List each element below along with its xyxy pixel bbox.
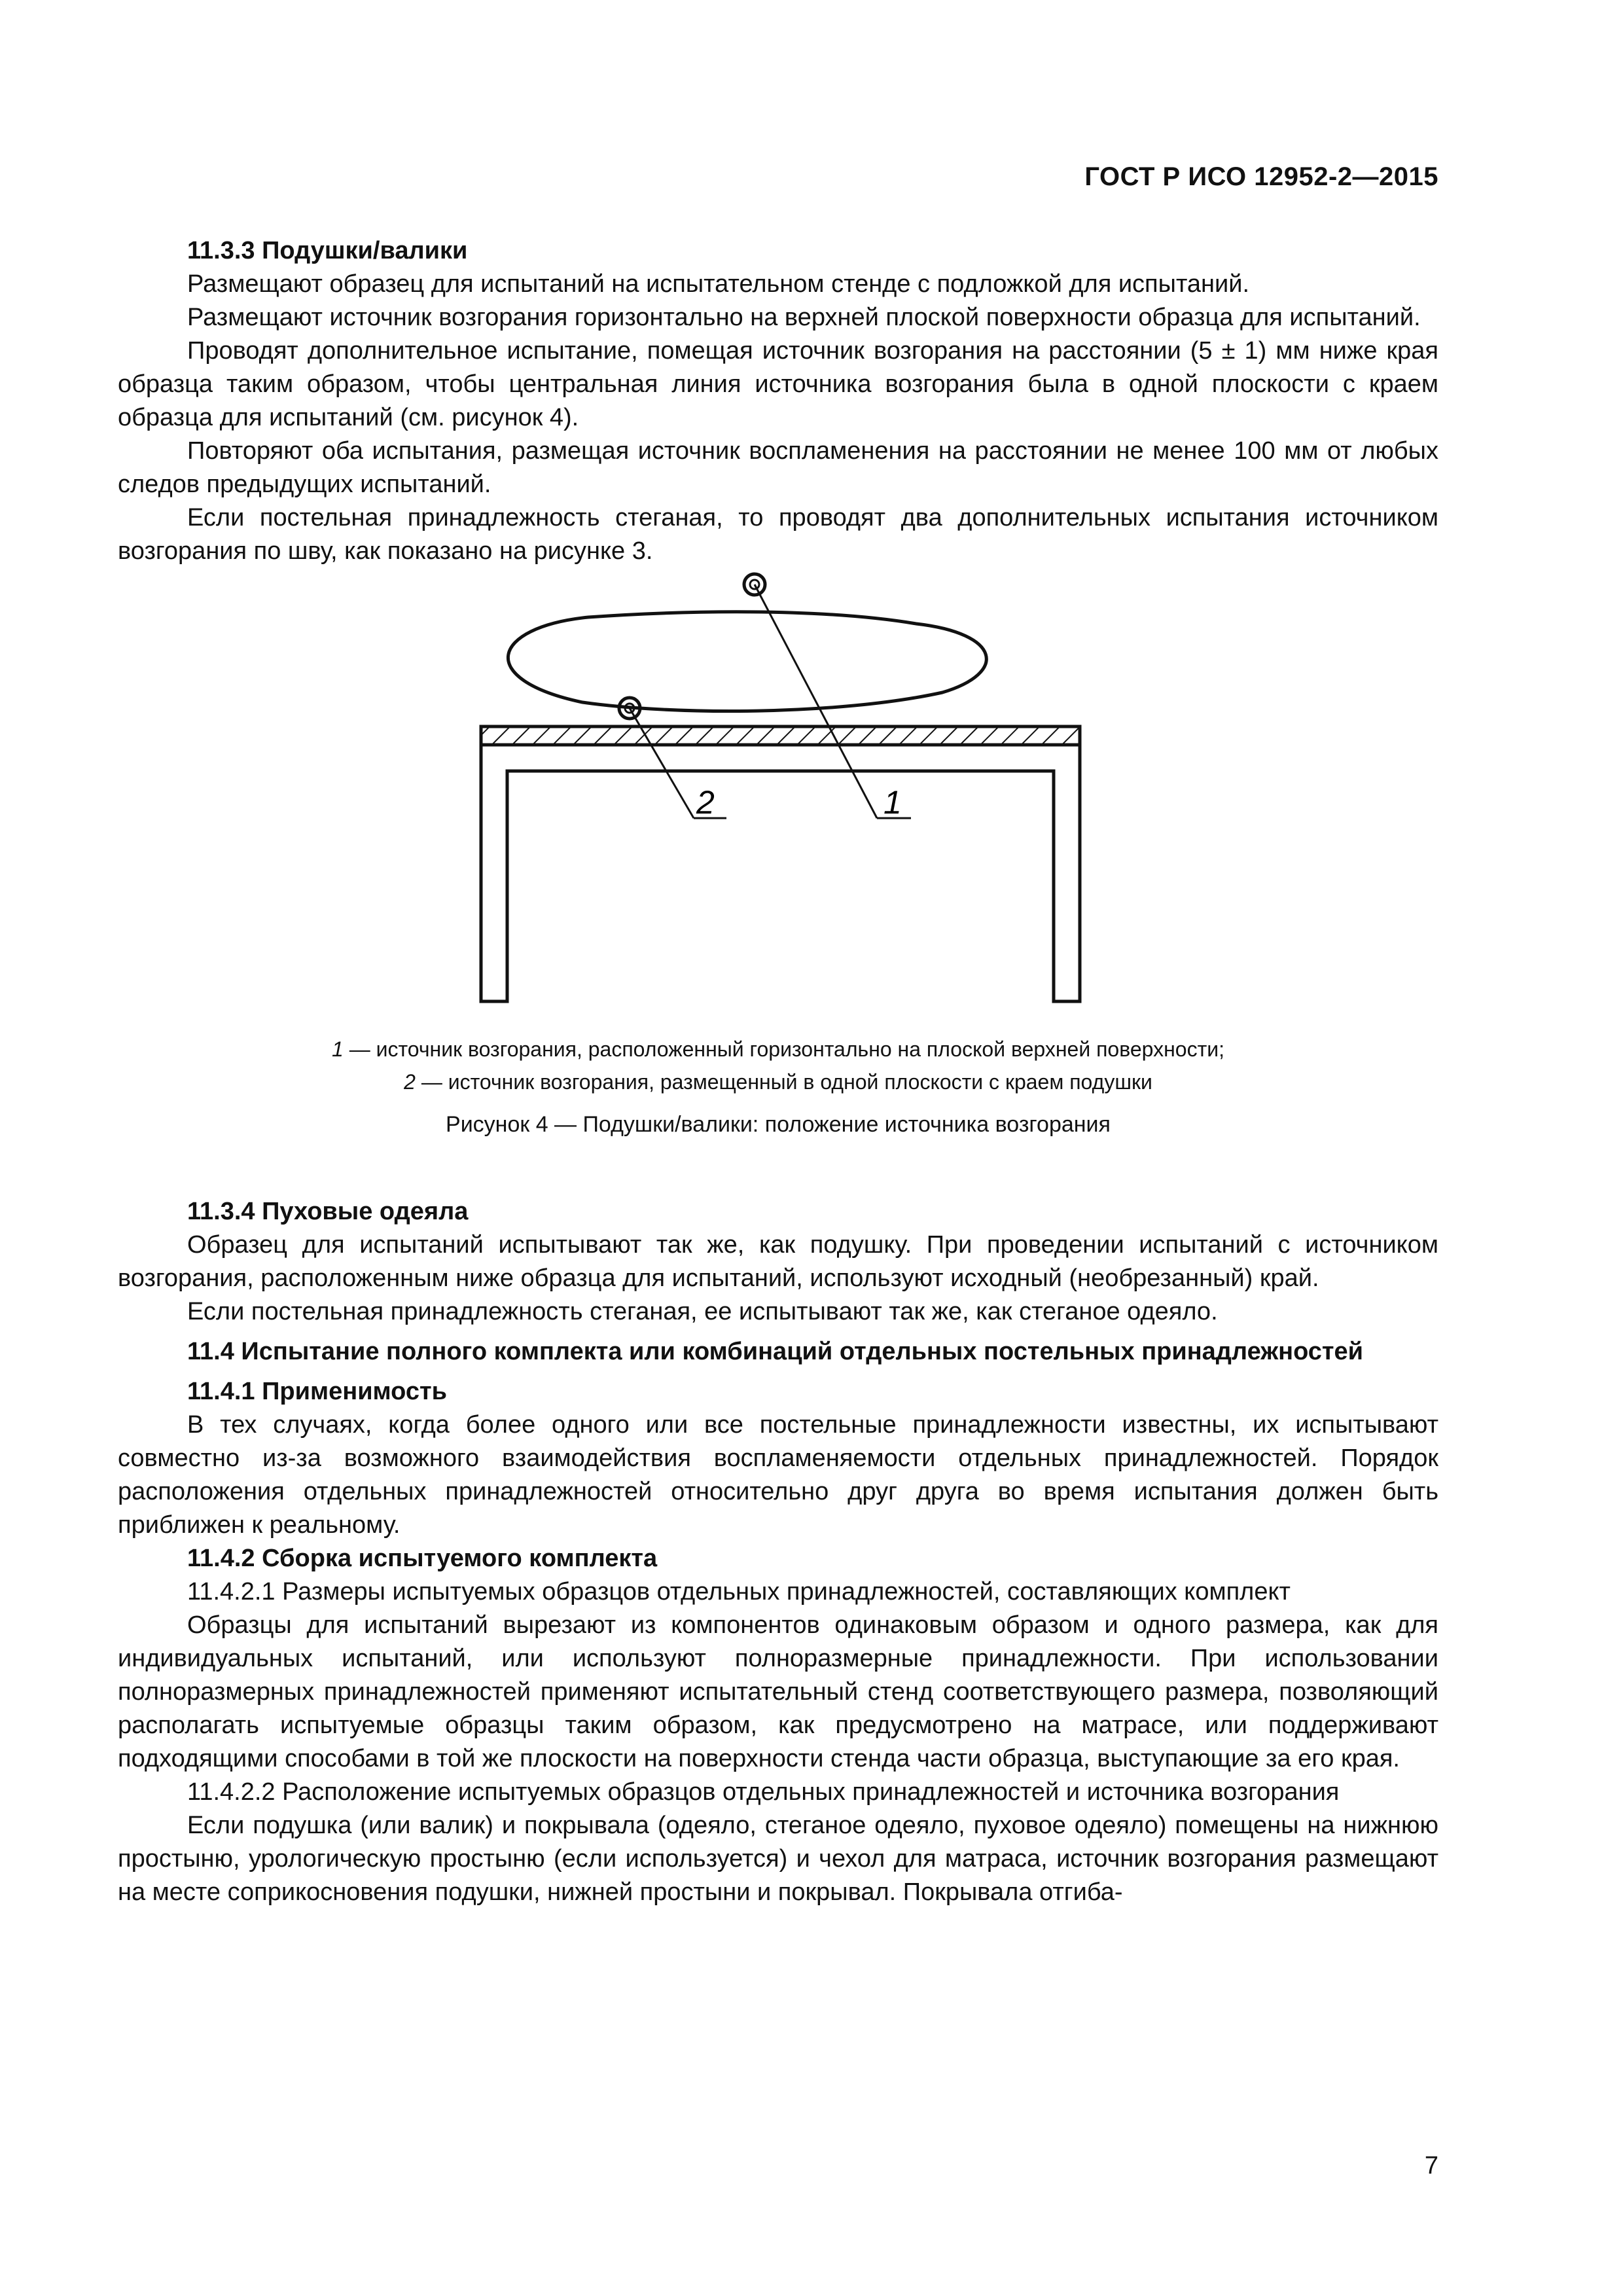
paragraph: Размещают образец для испытаний на испытательном стенде с подложкой для испытаний. [187,270,1250,298]
page-number: 7 [1424,2152,1438,2179]
section-11-4-2-heading: 11.4.2 Сборка испытуемого комплекта [187,1545,658,1572]
legend-item-2: 2 — источник возгорания, размещенный в одной плоскости с краем подушки [404,1070,1152,1094]
figure-legend [118,1033,1438,1098]
section-11-3-4-heading: 11.3.4 Пуховые одеяла [187,1198,469,1225]
paragraph: Если постельная принадлежность стеганая, ее испытывают так же, как стеганое одеяло. [187,1298,1218,1325]
paragraph: Если постельная принадлежность стеганая, то проводят два дополнительных испытания источником возгорания по шву, как показано на рисунке 3. [118,504,1438,565]
table-frame [481,745,1080,1001]
figure-caption: Рисунок 4 — Подушки/валики: положение источника возгорания [446,1112,1111,1137]
leader-line-1 [755,584,877,818]
paragraph: 11.4.2.1 Размеры испытуемых образцов отдельных принадлежностей, составляющих комплект [187,1578,1291,1605]
callout-1-label: 1 [883,784,902,821]
page-body [118,234,1438,1909]
callout-2-label: 2 [696,784,715,821]
paragraph: Повторяют оба испытания, размещая источник воспламенения на расстоянии не менее 100 мм от любых следов предыдущих испытаний. [118,437,1438,498]
standard-designation: ГОСТ Р ИСО 12952-2—2015 [1084,162,1438,191]
legend-item-1: 1 — источник возгорания, расположенный горизонтально на плоской верхней поверхности; [332,1037,1224,1061]
paragraph: В тех случаях, когда более одного или все постельные принадлежности известны, их испытывают совместно из-за возможного взаимодействия воспламеняемости отдельных принадлежностей. Порядок расположения отдельных принадлежностей относительно друг друга во время испытания должен быть приближен к реальному. [118,1411,1438,1539]
paragraph: 11.4.2.2 Расположение испытуемых образцов отдельных принадлежностей и источника возгорания [187,1778,1340,1806]
figure-4-drawing [118,568,1438,1026]
paragraph: Проводят дополнительное испытание, помещая источник возгорания на расстоянии (5 ± 1) мм ниже края образца таким образом, чтобы центральная линия источника возгорания была в одной плоскости с краем образца для испытаний (см. рисунок 4). [118,337,1438,431]
paragraph: Образцы для испытаний вырезают из компонентов одинаковым образом и одного размера, как для индивидуальных испытаний, или используют полноразмерные принадлежности. При использовании полноразмерных принадлежностей применяют испытательный стенд соответствующего размера, позволяющий располагать испытуемые образцы таким образом, как предусмотрено на матрасе, или поддерживают подходящими способами в той же плоскости на поверхности стенда части образца, выступающие за его края. [118,1611,1438,1772]
paragraph: Если подушка (или валик) и покрывала (одеяло, стеганое одеяло, пуховое одеяло) помещены на нижнюю простыню, урологическую простыню (если используется) и чехол для матраса, источник возгорания размещают на месте соприкосновения подушки, нижней простыни и покрывал. Покрывала отгиба- [118,1812,1438,1906]
table-top-hatched [481,726,1080,745]
section-11-4-1-heading: 11.4.1 Применимость [187,1378,447,1405]
paragraph: Размещают источник возгорания горизонтально на верхней плоской поверхности образца для испытаний. [187,304,1421,331]
section-11-3-3-heading: 11.3.3 Подушки/валики [187,237,468,264]
section-11-4-heading: 11.4 Испытание полного комплекта или комбинаций отдельных постельных принадлежностей [187,1338,1364,1365]
pillow-outline [508,612,986,711]
leader-line-2 [630,708,694,818]
paragraph: Образец для испытаний испытывают так же, как подушку. При проведении испытаний с источником возгорания, расположенным ниже образца для испытаний, используют исходный (необрезанный) край. [118,1231,1438,1292]
figure-4 [118,568,1438,1157]
